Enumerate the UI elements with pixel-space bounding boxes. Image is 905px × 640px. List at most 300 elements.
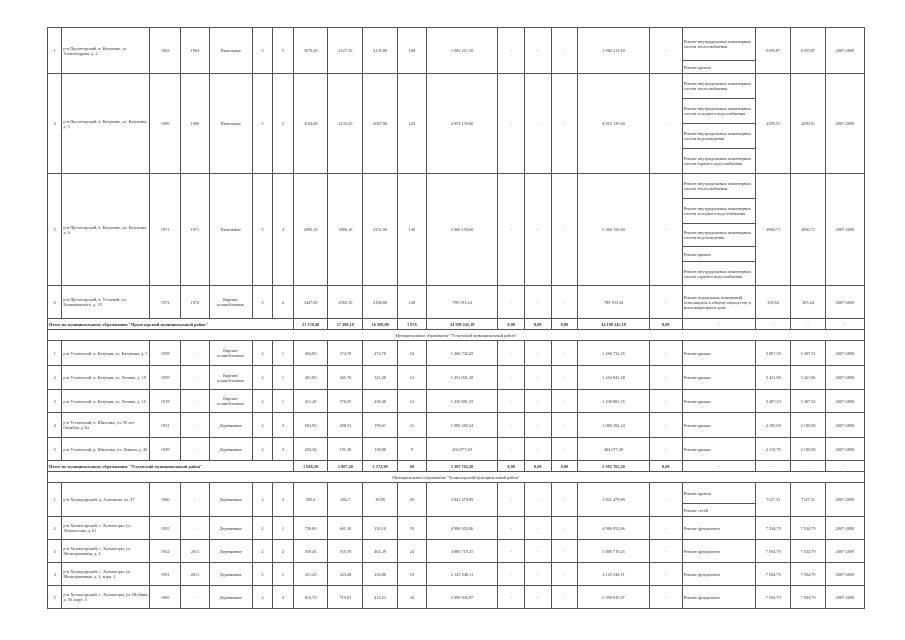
cell-area_total: 3447,00 [293,286,328,319]
cell-own: 1 080 282,24 [578,413,650,438]
total-dash: - [682,461,756,472]
cell-people: 24 [398,540,427,563]
cell-area_priv: 321,20 [363,366,398,390]
cell-walls: Деревянные [209,540,252,563]
cell-work-type: Ремонт внутридомовых инженерных систем теплоснабжения [682,174,756,199]
cell-floors: 5 [252,74,272,174]
cell-unit1: 7 504,79 [756,586,791,609]
cell-people: 8 [398,438,427,461]
cell-area_priv: 49,89 [363,483,398,517]
cell-entr: 2 [273,413,293,438]
total-f2: 0,00 [524,319,551,330]
cell-f2: - [524,586,551,609]
cell-period: 2007-2009 [825,540,864,563]
cell-area_live: 661,30 [328,517,363,540]
cell-work-type: Ремонт крыши [682,390,756,413]
cell-commis: - [181,413,210,438]
cell-work-type: Ремонт фундамента [682,563,756,586]
cell-built: 1969 [150,74,181,174]
cell-f3: - [551,586,578,609]
cell-unit2: 2 185,09 [791,438,826,461]
cell-work-type: Ремонт внутридомовых инженерных систем теплоснабжения [682,74,756,99]
cell-built: 1918 [150,390,181,413]
cell-area_total: 559,46 [293,540,328,563]
cell-walls: Панельные [209,174,252,286]
cell-walls: Кирпич/ шлакоблочные [209,366,252,390]
cell-addr: р-н Устьевский, п. Катунин, ул. Катунина, д. 5 [62,341,150,366]
cell-unit2: 3 407,33 [791,390,826,413]
cell-area_priv: 461,29 [363,540,398,563]
cell-walls: Деревянные [209,413,252,438]
total-area_total: 21 378,40 [293,319,328,330]
cell-area_live: 492,7 [328,483,363,517]
table-row [48,413,865,438]
cell-area_live: 515,59 [328,540,363,563]
cell-commis: 2011 [181,563,210,586]
cell-add: - [649,390,682,413]
total-dash: - [825,319,864,330]
cell-area_priv: 2135,80 [363,28,398,74]
cell-f1: - [498,341,525,366]
cell-period: 2007-2009 [825,483,864,517]
cell-built: 1932 [150,540,181,563]
cell-built: 1949 [150,438,181,461]
cell-f2: - [524,413,551,438]
cell-n: 4 [48,563,62,586]
cell-area_total: 816,70 [293,586,328,609]
cell-built: 1958 [150,341,181,366]
cell-area_live: 323,28 [328,563,363,586]
cell-area_total: 404,80 [293,341,328,366]
cell-cost: 404 077,49 [426,438,498,461]
total-area_priv: 16 509,00 [363,319,398,330]
cell-work-type: Ремонт крыши [682,366,756,390]
cell-f3: - [551,366,578,390]
cell-add: - [649,286,682,319]
cell-built: 1963 [150,28,181,74]
cell-own: 1 266 732,25 [578,341,650,366]
section-title: Муниципальное образование "Устьевской муниципальный район" [48,330,865,341]
cell-n: 1 [48,341,62,366]
total-area_live: 17 280,10 [328,319,363,330]
cell-people: 140 [398,174,427,286]
cell-unit2: 7147,31 [791,483,826,517]
table-row [48,540,865,563]
cell-f3: - [551,341,578,366]
document-page [47,27,865,610]
cell-n: 2 [48,517,62,540]
cell-entr: 1 [273,517,293,540]
cell-people: 108 [398,28,427,74]
total-dash: - [791,461,826,472]
cell-area_live: 715,81 [328,586,363,609]
cell-walls: Деревянные [209,563,252,586]
total-label: Итого по муниципальному образованию "Устьевский муниципальный район" [48,461,294,472]
cell-built: 1972 [150,286,181,319]
cell-area_live: 365,76 [328,366,363,390]
total-row [48,319,865,330]
cell-people: 19 [398,517,427,540]
table-row [48,74,865,99]
cell-floors: 2 [252,413,272,438]
cell-area_total: 3104,60 [293,74,328,174]
cell-f2: - [524,540,551,563]
cell-entr: 3 [273,586,293,609]
cell-unit2: 2299,51 [791,74,826,174]
cell-commis: 1969 [181,74,210,174]
cell-people: 12 [398,366,427,390]
table-row [48,174,865,199]
cell-f2: - [524,366,551,390]
cell-unit2: 7 504,79 [791,563,826,586]
total-dash: - [682,319,756,330]
cell-own: 404 077,49 [578,438,650,461]
cell-work-type: Ремонт внутридомовых инженерных систем горячего водоснабжения [682,262,756,286]
section-header-row [48,472,865,483]
cell-f2: - [524,174,551,286]
cell-floors: 2 [252,483,272,517]
cell-add: - [649,341,682,366]
cell-people: 12 [398,390,427,413]
cell-commis: 1972 [181,286,210,319]
total-label: Итого по муниципальному образованию "Пролетарский муниципальный район" [48,319,294,330]
cell-work-type: Ремонт крыши [682,438,756,461]
cell-entr: 5 [273,28,293,74]
cell-area_live: 376,55 [328,390,363,413]
cell-unit1: 7147,31 [756,483,791,517]
cell-walls: Деревянные [209,438,252,461]
total-area_live: 1 807,40 [328,461,363,472]
cell-f1: - [498,540,525,563]
cell-own: 1 230 881,55 [578,390,650,413]
table-row [48,341,865,366]
cell-add: - [649,483,682,517]
cell-cost: 789 193,34 [426,286,498,319]
cell-n: 1 [48,28,62,74]
cell-f2: - [524,438,551,461]
cell-unit1: 3 807,39 [756,341,791,366]
cell-area_total: 203,30 [293,438,328,461]
cell-people: 21 [398,413,427,438]
cell-add: - [649,28,682,74]
cell-cost: 4 953 139,60 [426,74,498,174]
cell-area_live: 191,30 [328,438,363,461]
cell-f1: - [498,586,525,609]
cell-built: 1931 [150,413,181,438]
cell-f3: - [551,390,578,413]
total-dash: - [756,319,791,330]
cell-cost: 2 125 546,11 [426,563,498,586]
cell-f2: - [524,563,551,586]
cell-floors: 2 [252,540,272,563]
cell-f1: - [498,413,525,438]
cell-addr: р-н Холмогорский, с. Холмогоры, ул. Ломоносова, д. 61 [62,517,150,540]
cell-addr: р-н Холмогорский, д. Алешково, ул. 47 [62,483,150,517]
cell-f1: - [498,483,525,517]
total-dash: - [825,461,864,472]
table-row [48,483,865,504]
cell-area_total: 583,4 [293,483,328,517]
cell-addr: р-н Пролетарский, в. Катунино, ул. Катунина, д. 5 [62,74,150,174]
cell-work-type: Ремонт крыши [682,247,756,262]
cell-unit2: 2 185,09 [791,413,826,438]
cell-floors: 2 [252,438,272,461]
cell-f1: - [498,438,525,461]
cell-unit1: 6185,87 [756,28,791,74]
cell-commis: - [181,517,210,540]
cell-entr: 1 [273,390,293,413]
total-add: 0,00 [649,461,682,472]
cell-unit2: 305,64 [791,286,826,319]
cell-walls: Панельные [209,74,252,174]
cell-own: 1 254 841,28 [578,366,650,390]
cell-area_live: 2127,10 [328,28,363,74]
cell-unit2: 3 497,51 [791,341,826,366]
cell-f3: - [551,74,578,174]
cell-area_total: 411,20 [293,390,328,413]
cell-built: 1935 [150,517,181,540]
table-row [48,563,865,586]
cell-period: 2007-2009 [825,341,864,366]
total-add: 0,00 [649,319,682,330]
cell-work-type: Ремонт внутридомовых инженерных систем водоотведения [682,224,756,247]
total-people: 1 076 [398,319,427,330]
cell-unit1: 2299,51 [756,74,791,174]
cell-walls: Деревянные [209,586,252,609]
cell-work-type: Ремонт крыши [682,341,756,366]
cell-area_priv: 199,61 [363,413,398,438]
cell-n: 5 [48,174,62,286]
cell-floors: 2 [252,366,272,390]
cell-f3: - [551,483,578,517]
cell-f3: - [551,413,578,438]
cell-work-type: Ремонт внутридомовых инженерных систем водоотведения [682,124,756,149]
cell-entr: 2 [273,540,293,563]
cell-add: - [649,74,682,174]
cell-cost: 1 230 881,55 [426,390,498,413]
cell-f2: - [524,341,551,366]
cell-period: 2007-2009 [825,366,864,390]
cell-entr: 2 [273,438,293,461]
cell-addr: р-н Устьевский, п. Катунин, ул. Ленина, д. 15 [62,390,150,413]
total-row [48,461,865,472]
cell-area_total: 3579,20 [293,28,328,74]
cell-built: 1966 [150,483,181,517]
cell-work-type: Ремонт внутридомовых инженерных систем холодного водоснабжения [682,99,756,124]
cell-f2: - [524,483,551,517]
cell-own: 4 953 139,60 [578,74,650,174]
cell-addr: р-н Устьевский, р. Шилонка, ул. Ленина, д. 20 [62,438,150,461]
cell-floors: 2 [252,390,272,413]
cell-addr: р-н Холмогорский, с. Холмогоры, ул. Шубина, д. 36, корп. 3 [62,586,150,609]
cell-unit2: 2960,71 [791,174,826,286]
cell-work-type: Ремонт кровли [682,483,756,504]
cell-commis: - [181,366,210,390]
cell-built: 1971 [150,174,181,286]
cell-cost: 1 080 282,24 [426,413,498,438]
cell-addr: р-н Холмогорский, с. Холмогоры, ул. Мелиоративная, д. 4 [62,540,150,563]
cell-walls: Деревянные [209,483,252,517]
cell-unit2: 7 534,79 [791,517,826,540]
cell-period: 2007-2009 [825,390,864,413]
total-dash: - [756,461,791,472]
total-dash: - [791,319,826,330]
cell-floors: 5 [252,28,272,74]
cell-add: - [649,174,682,286]
cell-cost: 1 251 841,28 [426,366,498,390]
cell-area_total: 563,90 [293,413,328,438]
cell-period: 2007-2009 [825,286,864,319]
cell-people: 16 [398,341,427,366]
cell-add: - [649,517,682,540]
cell-addr: р-н Пролетарский, в. Катунино, ул. Катунина, д. 6 [62,174,150,286]
cell-area_live: 2582,10 [328,286,363,319]
cell-area_priv: 274,70 [363,341,398,366]
total-f1: 0,00 [498,319,525,330]
cell-work-type: Ремонт внутридомовых инженерных систем горячего водоснабжения [682,149,756,174]
cell-n: 2 [48,366,62,390]
cell-f2: - [524,517,551,540]
cell-area_total: 461,80 [293,366,328,390]
table-row [48,586,865,609]
cell-area_priv: 2168,00 [363,286,398,319]
cell-people: 34 [398,586,427,609]
cell-walls: Кирпич/ шлакоблочные [209,286,252,319]
table-body [48,28,865,609]
cell-n: 3 [48,390,62,413]
cell-f1: - [498,517,525,540]
cell-cost: 5 390 945,97 [426,586,498,609]
cell-addr: р-н Холмогорский, с. Холмогоры, ул. Мелиоративная, д. 4, корп. 2 [62,563,150,586]
cell-commis: - [181,483,210,517]
total-own: 34 198 245,18 [578,319,650,330]
cell-area_priv: 238,40 [363,390,398,413]
cell-entr: 4 [273,286,293,319]
cell-own: 789 193,34 [578,286,650,319]
cell-floors: 5 [252,174,272,286]
cell-entr: 5 [273,74,293,174]
cell-own: 3 821 479,89 [578,483,650,517]
cell-commis: - [181,438,210,461]
cell-work-type: Ремонт фундамента [682,586,756,609]
cell-area_priv: 138,80 [363,438,398,461]
cell-own: 2 125 546,11 [578,563,650,586]
cell-period: 2007-2009 [825,174,864,286]
cell-area_live: 1886,10 [328,174,363,286]
cell-period: 2007-2009 [825,517,864,540]
cell-addr: р-н Устьевский, п. Шиловка, ул. 50 лет Октября, д. 6а [62,413,150,438]
cell-unit1: 2960,71 [756,174,791,286]
cell-unit1: 3 421,96 [756,366,791,390]
cell-cost: 3 821 479,89 [426,483,498,517]
cell-f2: - [524,28,551,74]
cell-n: 4 [48,413,62,438]
cell-own: 5 360 150,60 [578,174,650,286]
cell-period: 2007-2009 [825,413,864,438]
total-area_priv: 1 172,90 [363,461,398,472]
total-people: 69 [398,461,427,472]
cell-entr: 3 [273,483,293,517]
cell-own: 4 986 952,86 [578,517,650,540]
cell-floors: 2 [252,517,272,540]
cell-walls: Панельные [209,28,252,74]
cell-area_priv: 150,10 [363,517,398,540]
cell-cost: 4 986 952,86 [426,517,498,540]
cell-f3: - [551,438,578,461]
cell-entr: 1 [273,563,293,586]
total-own: 5 303 765,20 [578,461,650,472]
cell-floors: 5 [252,286,272,319]
cell-area_priv: 2067,80 [363,74,398,174]
cell-add: - [649,586,682,609]
cell-area_priv: 236,80 [363,563,398,586]
cell-walls: Кирпич/ шлакоблочные [209,341,252,366]
total-f3: 0,00 [551,319,578,330]
cell-built: 1959 [150,366,181,390]
table-row [48,517,865,540]
cell-built: 1991 [150,563,181,586]
cell-commis: 1963 [181,28,210,74]
cell-f3: - [551,540,578,563]
cell-f2: - [524,286,551,319]
table-row [48,390,865,413]
cell-add: - [649,563,682,586]
cell-work-type: Ремонт внутридомовых инженерных систем теплоснабжения [682,28,756,61]
cell-f3: - [551,286,578,319]
cell-unit1: 7 504,79 [756,563,791,586]
cell-people: 140 [398,286,427,319]
cell-work-type: Ремонт фундамента [682,517,756,540]
cell-f1: - [498,390,525,413]
cell-cost: 3 880 719,25 [426,540,498,563]
total-f1: 0,00 [498,461,525,472]
cell-area_live: 2143,50 [328,74,363,174]
cell-commis: 2011 [181,540,210,563]
cell-unit1: 2 119,78 [756,438,791,461]
cell-add: - [649,438,682,461]
cell-f2: - [524,390,551,413]
cell-built: 1985 [150,586,181,609]
cell-add: - [649,540,682,563]
cell-period: 2007-2009 [825,438,864,461]
cell-commis: - [181,586,210,609]
total-cost: 34 198 245,18 [426,319,498,330]
cell-walls: Кирпич/ шлакоблочные [209,390,252,413]
cell-f1: - [498,28,525,74]
total-f2: 0,00 [524,461,551,472]
cell-n: 5 [48,586,62,609]
cell-people: 29 [398,483,427,517]
cell-unit1: 2 185,09 [756,413,791,438]
cell-n: 4 [48,74,62,174]
cell-addr: р-н Устьевский, п. Катунин, ул. Ленина, д. 19 [62,366,150,390]
cell-period: 2007-2009 [825,563,864,586]
cell-unit1: 7 534,79 [756,517,791,540]
cell-addr: р-н Пролетарский, в. Катунино, ул. Александрова, д. 2 [62,28,150,74]
cell-n: 1 [48,483,62,517]
total-f3: 0,00 [551,461,578,472]
total-area_total: 1 846,30 [293,461,328,472]
cell-unit1: 305,64 [756,286,791,319]
cell-add: - [649,366,682,390]
cell-work-type: Ремонт кровли [682,61,756,74]
cell-work-type: Ремонт внутридомовых инженерных систем холодного водоснабжения [682,199,756,224]
cell-cost: 1 266 732,25 [426,341,498,366]
cell-unit2: 3 421,96 [791,366,826,390]
cell-unit1: 3 407,33 [756,390,791,413]
cell-unit2: 7 534,79 [791,540,826,563]
cell-own: 3 880 719,25 [578,540,650,563]
